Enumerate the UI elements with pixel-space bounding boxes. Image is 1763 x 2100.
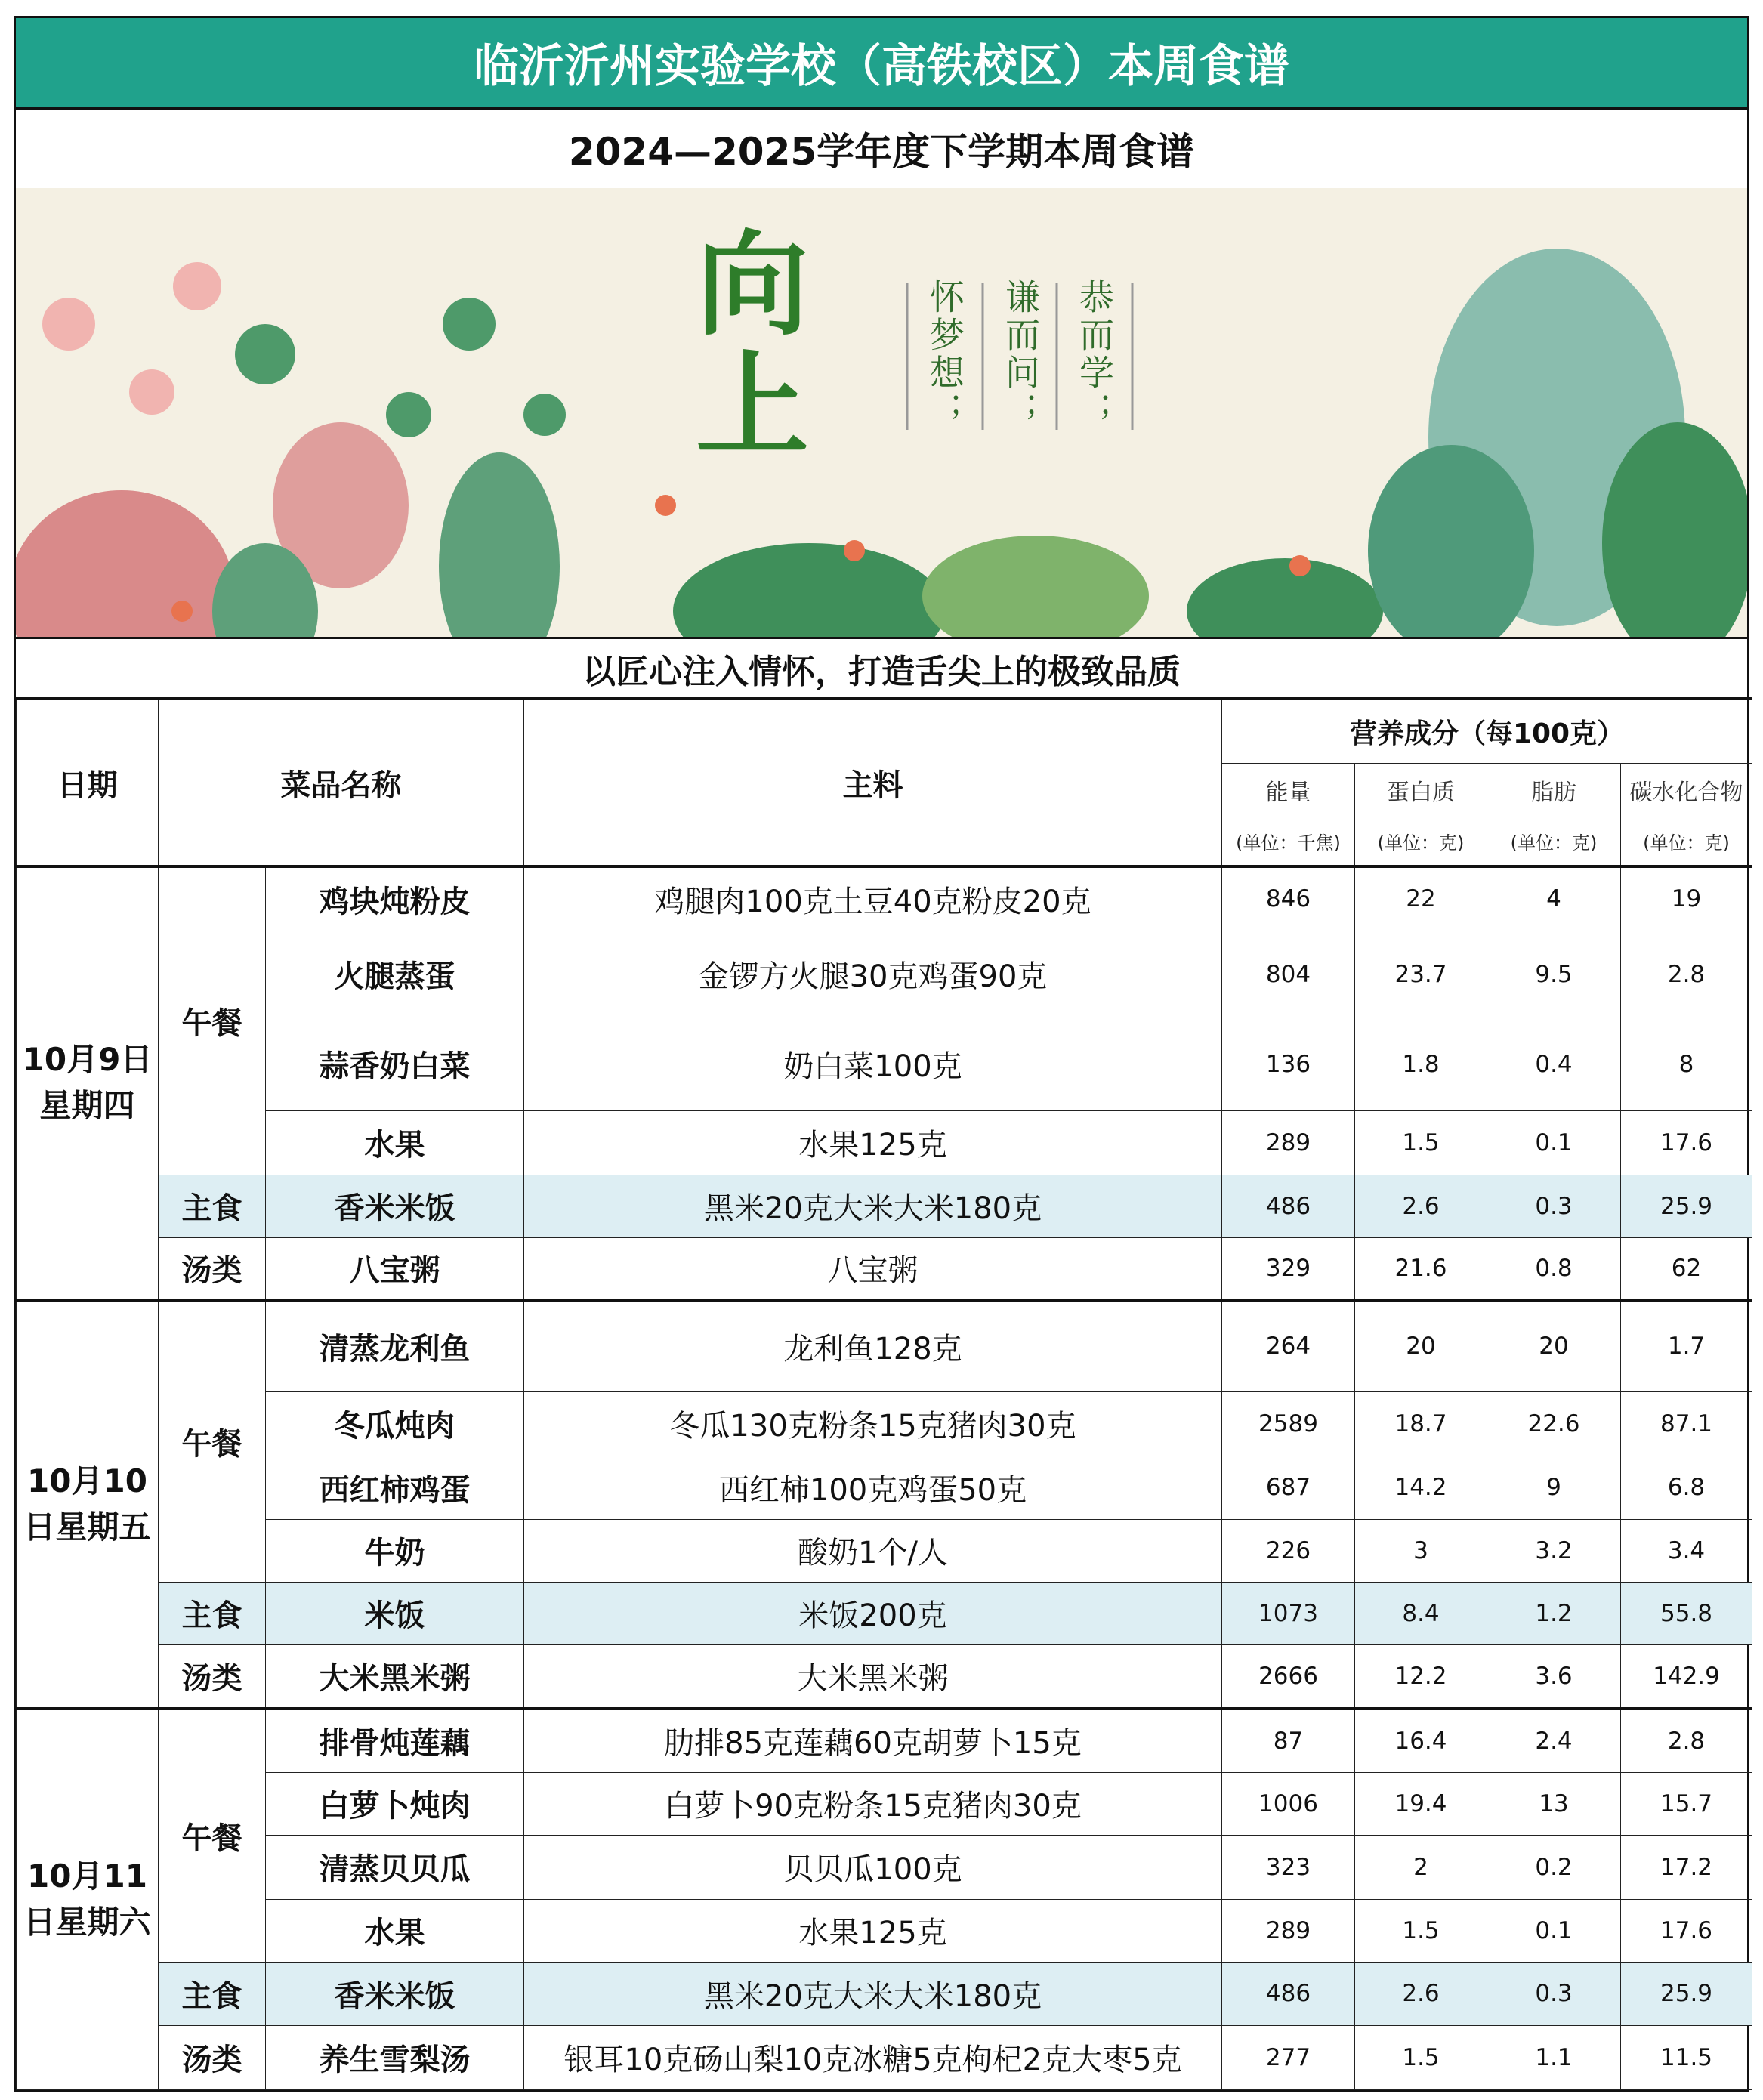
protein-value: 1.5 — [1355, 2025, 1487, 2089]
fat-value: 2.4 — [1487, 1709, 1621, 1772]
fat-value: 22.6 — [1487, 1391, 1621, 1456]
table-row — [17, 1018, 1752, 1110]
ingredients: 贝贝瓜100克 — [524, 1835, 1222, 1899]
dish-name: 香米米饭 — [266, 1962, 524, 2025]
fat-value: 0.3 — [1487, 1175, 1621, 1237]
energy-value: 136 — [1222, 1018, 1355, 1110]
energy-value: 846 — [1222, 866, 1355, 931]
carbs-value: 17.6 — [1621, 1110, 1752, 1175]
meal-type: 汤类 — [159, 1237, 266, 1300]
unit-protein: (单位：克) — [1355, 817, 1487, 866]
protein-value: 19.4 — [1355, 1772, 1487, 1835]
dish-name: 水果 — [266, 1110, 524, 1175]
dish-name: 排骨炖莲藕 — [266, 1709, 524, 1772]
meal-type: 午餐 — [159, 866, 266, 1175]
date-line: 星期四 — [39, 1087, 135, 1124]
header-date: 日期 — [17, 699, 159, 866]
fat-value: 9 — [1487, 1456, 1621, 1519]
meal-type: 主食 — [159, 1582, 266, 1644]
fat-value: 3.2 — [1487, 1519, 1621, 1582]
meal-type: 主食 — [159, 1175, 266, 1237]
fat-value: 0.1 — [1487, 1110, 1621, 1175]
ingredients: 水果125克 — [524, 1899, 1222, 1962]
page-title: 临沂沂州实验学校（高铁校区）本周食谱 — [16, 18, 1747, 110]
protein-value: 8.4 — [1355, 1582, 1487, 1644]
protein-value: 3 — [1355, 1519, 1487, 1582]
fat-value: 0.8 — [1487, 1237, 1621, 1300]
meal-type: 汤类 — [159, 2025, 266, 2089]
dish-name: 清蒸龙利鱼 — [266, 1300, 524, 1391]
date-cell — [17, 1300, 159, 1709]
ingredients: 水果125克 — [524, 1110, 1222, 1175]
floral-illustration — [16, 188, 1747, 637]
protein-value: 23.7 — [1355, 931, 1487, 1018]
energy-value: 289 — [1222, 1110, 1355, 1175]
meal-type: 午餐 — [159, 1300, 266, 1582]
table-row — [17, 1519, 1752, 1582]
energy-value: 323 — [1222, 1835, 1355, 1899]
carbs-value: 55.8 — [1621, 1582, 1752, 1644]
ingredients: 黑米20克大米大米180克 — [524, 1175, 1222, 1237]
slogan: 以匠心注入情怀，打造舌尖上的极致品质 — [16, 637, 1747, 697]
carbs-value: 2.8 — [1621, 931, 1752, 1018]
carbs-value: 87.1 — [1621, 1391, 1752, 1456]
ingredients: 白萝卜90克粉条15克猪肉30克 — [524, 1772, 1222, 1835]
fat-value: 4 — [1487, 866, 1621, 931]
page-subtitle: 2024—2025学年度下学期本周食谱 — [568, 130, 1195, 174]
protein-value: 1.5 — [1355, 1899, 1487, 1962]
protein-value: 12.2 — [1355, 1644, 1487, 1709]
table-row — [17, 1835, 1752, 1899]
energy-value: 87 — [1222, 1709, 1355, 1772]
ingredients: 肋排85克莲藕60克胡萝卜15克 — [524, 1709, 1222, 1772]
energy-value: 329 — [1222, 1237, 1355, 1300]
header-energy: 能量 — [1222, 763, 1355, 817]
fat-value: 0.3 — [1487, 1962, 1621, 2025]
banner-big-char-1: 向 — [696, 220, 810, 351]
protein-value: 20 — [1355, 1300, 1487, 1391]
ingredients: 黑米20克大米大米180克 — [524, 1962, 1222, 2025]
carbs-value: 2.8 — [1621, 1709, 1752, 1772]
dish-name: 鸡块炖粉皮 — [266, 866, 524, 931]
fat-value: 9.5 — [1487, 931, 1621, 1018]
ingredients: 大米黑米粥 — [524, 1644, 1222, 1709]
unit-energy: (单位：千焦) — [1222, 817, 1355, 866]
ingredients: 米饭200克 — [524, 1582, 1222, 1644]
energy-value: 486 — [1222, 1175, 1355, 1237]
table-row — [17, 1110, 1752, 1175]
carbs-value: 25.9 — [1621, 1175, 1752, 1237]
carbs-value: 17.2 — [1621, 1835, 1752, 1899]
energy-value: 277 — [1222, 2025, 1355, 2089]
carbs-value: 19 — [1621, 866, 1752, 931]
header-protein: 蛋白质 — [1355, 763, 1487, 817]
meal-type: 汤类 — [159, 1644, 266, 1709]
energy-value: 804 — [1222, 931, 1355, 1018]
date-line: 日星期五 — [23, 1508, 151, 1546]
energy-value: 2589 — [1222, 1391, 1355, 1456]
dish-name: 香米米饭 — [266, 1175, 524, 1237]
protein-value: 1.5 — [1355, 1110, 1487, 1175]
protein-value: 2 — [1355, 1835, 1487, 1899]
dish-name: 养生雪梨汤 — [266, 2025, 524, 2089]
table-row — [17, 1237, 1752, 1300]
dish-name: 冬瓜炖肉 — [266, 1391, 524, 1456]
energy-value: 289 — [1222, 1899, 1355, 1962]
unit-carbs: (单位：克) — [1621, 817, 1752, 866]
dish-name: 清蒸贝贝瓜 — [266, 1835, 524, 1899]
energy-value: 264 — [1222, 1300, 1355, 1391]
energy-value: 226 — [1222, 1519, 1355, 1582]
fat-value: 20 — [1487, 1300, 1621, 1391]
dish-name: 白萝卜炖肉 — [266, 1772, 524, 1835]
dish-name: 西红柿鸡蛋 — [266, 1456, 524, 1519]
carbs-value: 25.9 — [1621, 1962, 1752, 2025]
fat-value: 13 — [1487, 1772, 1621, 1835]
table-row — [17, 931, 1752, 1018]
date-line: 10月11 — [27, 1857, 147, 1895]
fat-value: 0.1 — [1487, 1899, 1621, 1962]
ingredients: 银耳10克砀山梨10克冰糖5克枸杞2克大枣5克 — [524, 2025, 1222, 2089]
header-dish: 菜品名称 — [159, 699, 524, 866]
energy-value: 1006 — [1222, 1772, 1355, 1835]
protein-value: 22 — [1355, 866, 1487, 931]
carbs-value: 62 — [1621, 1237, 1752, 1300]
fat-value: 1.1 — [1487, 2025, 1621, 2089]
header-fat: 脂肪 — [1487, 763, 1621, 817]
carbs-value: 1.7 — [1621, 1300, 1752, 1391]
energy-value: 2666 — [1222, 1644, 1355, 1709]
energy-value: 486 — [1222, 1962, 1355, 2025]
header-carbs: 碳水化合物 — [1621, 763, 1752, 817]
table-row — [17, 1391, 1752, 1456]
ingredients: 奶白菜100克 — [524, 1018, 1222, 1110]
protein-value: 21.6 — [1355, 1237, 1487, 1300]
dish-name: 水果 — [266, 1899, 524, 1962]
header-nutrition: 营养成分（每100克） — [1222, 699, 1752, 763]
dish-name: 大米黑米粥 — [266, 1644, 524, 1709]
table-row — [17, 1899, 1752, 1962]
table-row — [17, 1456, 1752, 1519]
fat-value: 1.2 — [1487, 1582, 1621, 1644]
fat-value: 0.4 — [1487, 1018, 1621, 1110]
table-row — [17, 1772, 1752, 1835]
protein-value: 1.8 — [1355, 1018, 1487, 1110]
carbs-value: 3.4 — [1621, 1519, 1752, 1582]
date-line: 10月9日 — [22, 1041, 153, 1079]
banner-image — [16, 188, 1747, 637]
menu-table — [16, 697, 1752, 2090]
protein-value: 18.7 — [1355, 1391, 1487, 1456]
carbs-value: 142.9 — [1621, 1644, 1752, 1709]
fat-value: 3.6 — [1487, 1644, 1621, 1709]
carbs-value: 6.8 — [1621, 1456, 1752, 1519]
date-line: 日星期六 — [23, 1903, 151, 1941]
protein-value: 2.6 — [1355, 1175, 1487, 1237]
meal-type: 主食 — [159, 1962, 266, 2025]
carbs-value: 8 — [1621, 1018, 1752, 1110]
carbs-value: 15.7 — [1621, 1772, 1752, 1835]
table-row — [17, 1582, 1752, 1644]
banner-poem-line-1: 恭而学； — [1074, 279, 1115, 430]
banner-poem-line-2: 谦而问； — [1000, 279, 1041, 430]
table-row — [17, 1709, 1752, 1772]
date-cell — [17, 866, 159, 1300]
table-row — [17, 866, 1752, 931]
meal-type: 午餐 — [159, 1709, 266, 1962]
dish-name: 牛奶 — [266, 1519, 524, 1582]
table-row — [17, 1962, 1752, 2025]
fat-value: 0.2 — [1487, 1835, 1621, 1899]
menu-document — [14, 16, 1749, 2092]
carbs-value: 11.5 — [1621, 2025, 1752, 2089]
protein-value: 2.6 — [1355, 1962, 1487, 2025]
protein-value: 16.4 — [1355, 1709, 1487, 1772]
ingredients: 酸奶1个/人 — [524, 1519, 1222, 1582]
ingredients: 金锣方火腿30克鸡蛋90克 — [524, 931, 1222, 1018]
protein-value: 14.2 — [1355, 1456, 1487, 1519]
dish-name: 米饭 — [266, 1582, 524, 1644]
dish-name: 蒜香奶白菜 — [266, 1018, 524, 1110]
date-line: 10月10 — [27, 1462, 147, 1499]
unit-fat: (单位：克) — [1487, 817, 1621, 866]
ingredients: 八宝粥 — [524, 1237, 1222, 1300]
carbs-value: 17.6 — [1621, 1899, 1752, 1962]
banner-big-char-2: 上 — [696, 341, 810, 472]
table-row — [17, 2025, 1752, 2089]
date-cell — [17, 1709, 159, 2089]
ingredients: 冬瓜130克粉条15克猪肉30克 — [524, 1391, 1222, 1456]
energy-value: 1073 — [1222, 1582, 1355, 1644]
ingredients: 西红柿100克鸡蛋50克 — [524, 1456, 1222, 1519]
ingredients: 龙利鱼128克 — [524, 1300, 1222, 1391]
table-row — [17, 1644, 1752, 1709]
banner-poem-line-3: 怀梦想； — [925, 279, 965, 430]
ingredients: 鸡腿肉100克土豆40克粉皮20克 — [524, 866, 1222, 931]
table-row — [17, 1175, 1752, 1237]
header-ingredients: 主料 — [524, 699, 1222, 866]
dish-name: 八宝粥 — [266, 1237, 524, 1300]
dish-name: 火腿蒸蛋 — [266, 931, 524, 1018]
table-row — [17, 1300, 1752, 1391]
energy-value: 687 — [1222, 1456, 1355, 1519]
